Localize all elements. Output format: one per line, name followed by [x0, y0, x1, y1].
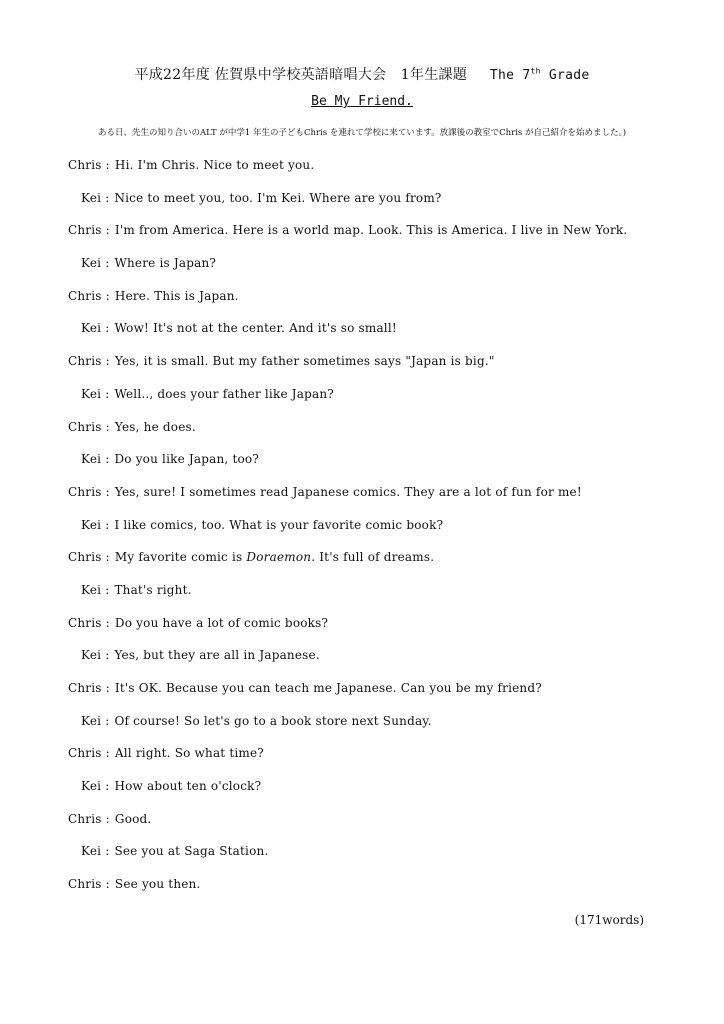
utterance: Good. — [114, 811, 152, 826]
dialogue-line — [68, 321, 688, 354]
utterance: Here. This is Japan. — [114, 288, 239, 303]
utterance: Yes, sure! I sometimes read Japanese comics. They are a lot of fun for me! — [114, 484, 582, 499]
speaker-name: Chris — [68, 615, 102, 630]
utterance: Well.., does your father like Japan? — [114, 386, 334, 401]
speaker-separator: : — [105, 746, 110, 761]
document-header — [0, 64, 724, 84]
dialogue-line — [68, 714, 688, 747]
dialogue-line — [68, 844, 688, 877]
passage-title: Be My Friend. — [311, 94, 413, 109]
speaker-separator: : — [105, 648, 110, 663]
dialogue-line — [68, 812, 688, 845]
utterance: Of course! So let's go to a book store next Sunday. — [114, 713, 432, 728]
speaker-name: Chris — [68, 288, 102, 303]
speaker-separator: : — [105, 615, 110, 630]
dialogue-line — [68, 158, 688, 191]
speaker-name: Kei — [81, 256, 102, 271]
utterance: It's OK. Because you can teach me Japanese. Can you be my friend? — [114, 681, 542, 695]
dialogue-line — [68, 648, 688, 681]
speaker-separator: : — [105, 288, 110, 303]
utterance: Nice to meet you, too. I'm Kei. Where are you from? — [114, 190, 442, 205]
speaker-name: Kei — [81, 844, 102, 859]
utterance: Hi. I'm Chris. Nice to meet you. — [114, 158, 315, 172]
speaker-name: Chris — [68, 223, 102, 238]
utterance: Yes, but they are all in Japanese. — [114, 648, 320, 663]
speaker-separator: : — [105, 844, 110, 859]
utterance: I'm from America. Here is a world map. Look. This is America. I live in New York. — [114, 223, 628, 238]
speaker-name: Kei — [81, 452, 102, 467]
speaker-name: Kei — [81, 190, 102, 205]
dialogue-line — [68, 191, 688, 224]
contest-title: 平成22年度 佐賀県中学校英語暗唱大会 1年生課題 — [134, 67, 468, 83]
speaker-separator: : — [105, 582, 110, 597]
utterance: See you then. — [114, 877, 201, 892]
speaker-separator: : — [105, 681, 110, 695]
dialogue-line — [68, 681, 688, 714]
speaker-separator: : — [105, 452, 110, 467]
utterance: My favorite comic is Doraemon. It's full of dreams. — [114, 550, 435, 565]
dialogue-line — [68, 420, 688, 453]
utterance: Wow! It's not at the center. And it's so small! — [114, 321, 397, 336]
utterance: Do you have a lot of comic books? — [114, 615, 329, 630]
speaker-separator: : — [105, 386, 110, 401]
speaker-name: Chris — [68, 484, 102, 499]
speaker-name: Kei — [81, 517, 102, 532]
dialogue-line — [68, 877, 688, 910]
speaker-separator: : — [105, 713, 110, 728]
utterance: How about ten o'clock? — [114, 779, 262, 794]
dialogue-line — [68, 779, 688, 812]
speaker-name: Chris — [68, 811, 102, 826]
speaker-separator: : — [105, 419, 110, 434]
dialogue-line — [68, 583, 688, 616]
dialogue-line — [68, 387, 688, 420]
word-count: (171words) — [574, 913, 644, 927]
speaker-name: Chris — [68, 419, 102, 434]
speaker-name: Chris — [68, 550, 102, 565]
speaker-name: Kei — [81, 321, 102, 336]
utterance: Yes, he does. — [114, 419, 196, 434]
utterance: See you at Saga Station. — [114, 844, 269, 859]
speaker-separator: : — [105, 877, 110, 892]
grade-label: The 7th Grade — [489, 66, 590, 83]
speaker-name: Kei — [81, 648, 102, 663]
dialogue-line — [68, 223, 688, 256]
speaker-name: Chris — [68, 354, 102, 369]
speaker-separator: : — [105, 190, 110, 205]
dialogue-line — [68, 289, 688, 322]
speaker-name: Kei — [81, 386, 102, 401]
speaker-separator: : — [105, 158, 110, 172]
speaker-name: Kei — [81, 713, 102, 728]
speaker-separator: : — [105, 550, 110, 565]
speaker-name: Kei — [81, 779, 102, 794]
speaker-separator: : — [105, 779, 110, 794]
utterance: All right. So what time? — [114, 746, 264, 761]
speaker-name: Chris — [68, 158, 102, 172]
dialogue-line — [68, 550, 688, 583]
dialogue-line — [68, 354, 688, 387]
speaker-separator: : — [105, 811, 110, 826]
utterance: Where is Japan? — [114, 256, 217, 271]
dialogue — [68, 158, 688, 910]
speaker-name: Chris — [68, 746, 102, 761]
intro-note: ある日、先生の知り合いのALT が中学1 年生の子どもChris を連れて学校に来ています。放課後の教室でChris が自己紹介を始めました。) — [97, 128, 627, 138]
speaker-separator: : — [105, 321, 110, 336]
speaker-name: Kei — [81, 582, 102, 597]
utterance: Yes, it is small. But my father sometimes says "Japan is big." — [114, 354, 495, 369]
dialogue-line — [68, 452, 688, 485]
utterance: Do you like Japan, too? — [114, 452, 259, 467]
speaker-separator: : — [105, 517, 110, 532]
dialogue-line — [68, 616, 688, 649]
dialogue-line — [68, 256, 688, 289]
utterance: That's right. — [114, 582, 192, 597]
speaker-separator: : — [105, 256, 110, 271]
comic-title: Doraemon — [246, 550, 312, 565]
speaker-separator: : — [105, 223, 110, 238]
speaker-name: Chris — [68, 877, 102, 892]
dialogue-line — [68, 518, 688, 551]
utterance: I like comics, too. What is your favorite comic book? — [114, 517, 444, 532]
dialogue-line — [68, 485, 688, 518]
dialogue-line — [68, 746, 688, 779]
speaker-name: Chris — [68, 681, 102, 695]
speaker-separator: : — [105, 354, 110, 369]
speaker-separator: : — [105, 484, 110, 499]
